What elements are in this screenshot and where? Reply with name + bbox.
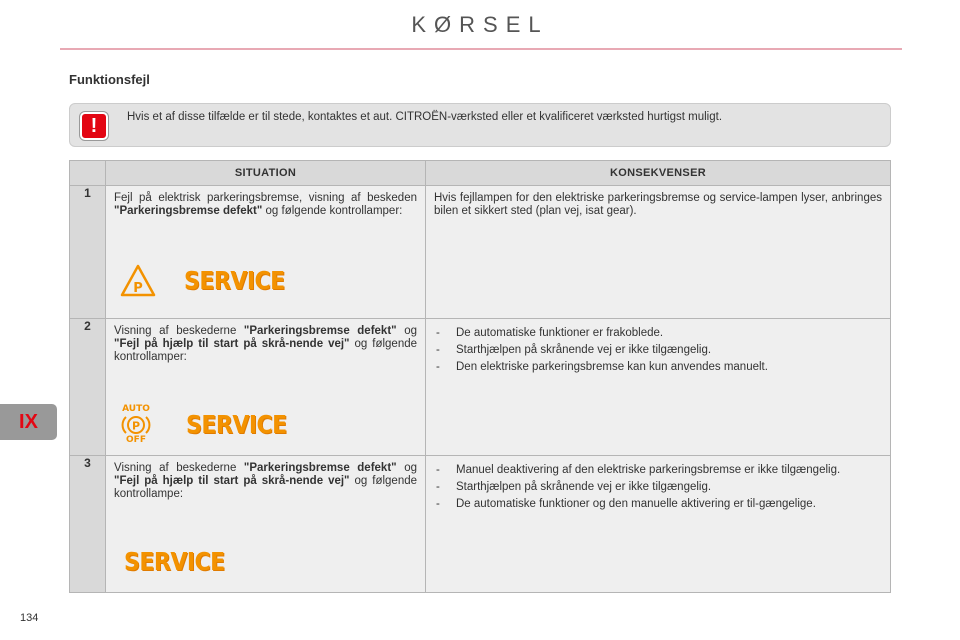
- service-lamp: SERVICE: [186, 410, 287, 440]
- consequence-text: Hvis fejllampen for den elektriske parkeringsbremse og service-lampen lyser, anbringes bilen et sikkert sted (plan vej, isat gear).: [434, 192, 882, 217]
- row-number: 2: [70, 319, 106, 456]
- consequence-cell: [426, 456, 891, 593]
- situation-text: Fejl på elektrisk parkeringsbremse, visning af beskeden "Parkeringsbremse defekt" og følgende kontrollamper:: [114, 192, 417, 217]
- exclamation-icon: !: [80, 112, 108, 140]
- parking-brake-warning-icon: [120, 264, 156, 298]
- auto-parking-brake-off-icon: [120, 405, 152, 445]
- warning-text: Hvis et af disse tilfælde er til stede, kontaktes et aut. CITROËN-værksted eller et kvalificeret værksted hurtigst muligt.: [127, 111, 723, 123]
- svg-text:P: P: [133, 281, 143, 296]
- chapter-tab[interactable]: IX: [0, 404, 57, 440]
- situation-cell: [106, 456, 426, 593]
- list-item: - Manuel deaktivering af den elektriske parkeringsbremse er ikke tilgængelig.: [434, 464, 882, 477]
- list-item: - Starthjælpen på skrånende vej er ikke tilgængelig.: [434, 481, 882, 494]
- page-number: 134: [20, 612, 39, 624]
- warning-lamps: [124, 548, 225, 577]
- consequence-list: [434, 327, 882, 374]
- consequence-cell: [426, 319, 891, 456]
- table-row: [70, 319, 891, 456]
- parking-brake-icon: [120, 414, 152, 436]
- warning-lamps: [120, 264, 285, 298]
- service-lamp: SERVICE: [124, 548, 225, 577]
- situation-cell: [106, 186, 426, 319]
- consequences-column-header: KONSEKVENSER: [426, 161, 891, 186]
- list-item: - Starthjælpen på skrånende vej er ikke tilgængelig.: [434, 344, 882, 357]
- list-item: - Den elektriske parkeringsbremse kan kun anvendes manuelt.: [434, 361, 882, 374]
- row-number: 1: [70, 186, 106, 319]
- table-row: [70, 456, 891, 593]
- section-title: Funktionsfejl: [69, 72, 150, 87]
- page-title: KØRSEL: [411, 12, 549, 37]
- off-label: OFF: [126, 435, 146, 445]
- auto-label: AUTO: [122, 404, 150, 414]
- list-item: - De automatiske funktioner er frakoblede.: [434, 327, 882, 340]
- list-item: - De automatiske funktioner og den manuelle aktivering er til-gængelige.: [434, 498, 882, 511]
- consequence-cell: [426, 186, 891, 319]
- service-lamp: SERVICE: [184, 266, 285, 296]
- consequence-list: [434, 464, 882, 511]
- table-header-row: [70, 161, 891, 186]
- table-row: [70, 186, 891, 319]
- warning-box: [69, 103, 891, 147]
- situation-cell: [106, 319, 426, 456]
- row-number: 3: [70, 456, 106, 593]
- warning-lamps: [120, 405, 287, 445]
- number-column-header: [70, 161, 106, 186]
- fault-table: [69, 160, 891, 593]
- header-divider: [60, 48, 902, 50]
- situation-text: Visning af beskederne "Parkeringsbremse defekt" og "Fejl på hjælp til start på skrå-nende vej" og følgende kontrollamper:: [114, 325, 418, 363]
- svg-text:P: P: [131, 419, 141, 433]
- situation-text: Visning af beskederne "Parkeringsbremse defekt" og "Fejl på hjælp til start på skrå-nende vej" og følgende kontrollampe:: [114, 462, 418, 500]
- situation-column-header: SITUATION: [106, 161, 426, 186]
